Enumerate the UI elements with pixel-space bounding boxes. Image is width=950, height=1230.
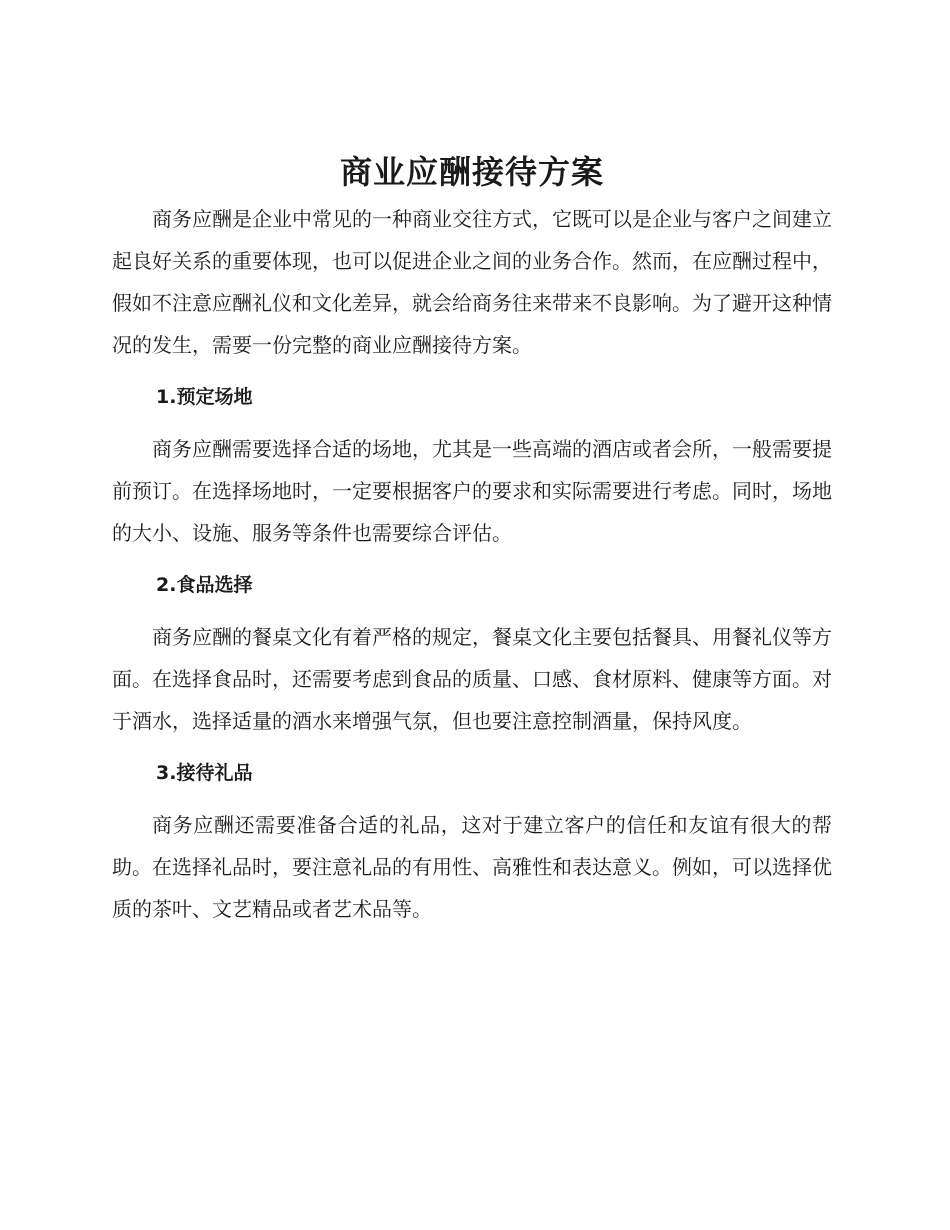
section-heading-food: 2.食品选择 (156, 574, 253, 596)
section-body-food: 商务应酬的餐桌文化有着严格的规定，餐桌文化主要包括餐具、用餐礼仪等方面。在选择食品时，还需要考虑到食品的质量、口感、食材原料、健康等方面。对于酒水，选择适量的酒水来增强气氛，但也要注意控制酒量，保持风度。 (112, 625, 832, 733)
section-body-venue: 商务应酬需要选择合适的场地，尤其是一些高端的酒店或者会所，一般需要提前预订。在选择场地时，一定要根据客户的要求和实际需要进行考虑。同时，场地的大小、设施、服务等条件也需要综合评估。 (112, 437, 832, 545)
section-body-gifts: 商务应酬还需要准备合适的礼品，这对于建立客户的信任和友谊有很大的帮助。在选择礼品时，要注意礼品的有用性、高雅性和表达意义。例如，可以选择优质的茶叶、文艺精品或者艺术品等。 (112, 813, 832, 921)
section-heading-gifts: 3.接待礼品 (156, 762, 253, 784)
section-heading-venue: 1.预定场地 (156, 386, 253, 408)
document-page (112, 150, 832, 930)
intro-paragraph: 商务应酬是企业中常见的一种商业交往方式，它既可以是企业与客户之间建立起良好关系的重要体现，也可以促进企业之间的业务合作。然而，在应酬过程中，假如不注意应酬礼仪和文化差异，就会给商务往来带来不良影响。为了避开这种情况的发生，需要一份完整的商业应酬接待方案。 (112, 207, 832, 357)
document-title: 商业应酬接待方案 (339, 153, 604, 191)
